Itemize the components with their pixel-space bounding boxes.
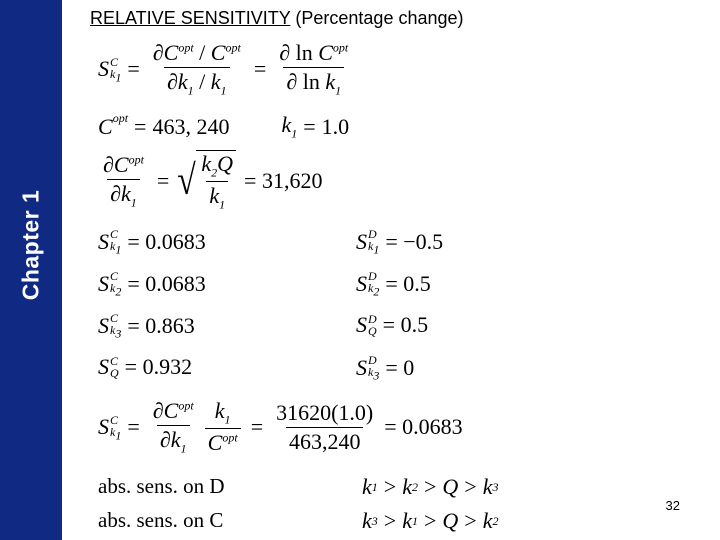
abs-sens-c-order: k 3 > k 1 > Q > k 2 <box>362 508 499 533</box>
sens-d-k1: S D $k_1$ = −0.5 <box>356 227 444 257</box>
abs-sens-c-label: abs. sens. on C <box>98 508 224 532</box>
chapter-sidebar <box>0 0 62 540</box>
title-underlined: RELATIVE SENSITIVITY <box>90 8 291 28</box>
abs-sens-d-order: k 1 > k 2 > Q > k 3 <box>362 474 499 499</box>
optimal-cost-value: C $^{opt}$ = 463, 240 $k_1$ = 1.0 <box>98 111 350 141</box>
partial-derivative-equation: $\frac{\partial C^{opt}}{\partial k_1}$ = √ $\frac{k_2Q}{k_1}$ = 31,620 <box>103 151 323 212</box>
abs-sens-d-label: abs. sens. on D <box>98 474 225 498</box>
sens-c-k3: S C $k_3$ = 0.863 <box>98 311 195 341</box>
sens-d-k2: S D $k_2$ = 0.5 <box>356 269 431 299</box>
chapter-label: Chapter 1 <box>17 189 44 301</box>
sens-d-q: S D Q = 0.5 <box>356 312 429 338</box>
sensitivity-computation: S C $k_1$ = $\frac{\partial C^{opt}}{\partial k_1}$ $\frac{k_1}{C^{opt}}$ = $\frac{31620(1.0)}{463,240}$ = 0.0683 <box>98 398 463 456</box>
title-rest: (Percentage change) <box>290 8 464 28</box>
sens-d-k3: S D $k_3$ = 0 <box>356 353 415 383</box>
page-number: 32 <box>665 498 680 513</box>
sensitivity-definition: S C $k_1$ = $\frac{\partial C^{opt} / C^{opt}}{\partial k_1 / k_1}$ = $\frac{\partial \ln C^{opt}}{\partial \ln k_1}$ <box>98 40 349 98</box>
sens-c-q: S C Q = 0.932 <box>98 354 193 380</box>
sens-c-k2: S C $k_2$ = 0.0683 <box>98 269 206 299</box>
slide-title <box>90 8 464 29</box>
sens-c-k1: S C $k_1$ = 0.0683 <box>98 227 206 257</box>
